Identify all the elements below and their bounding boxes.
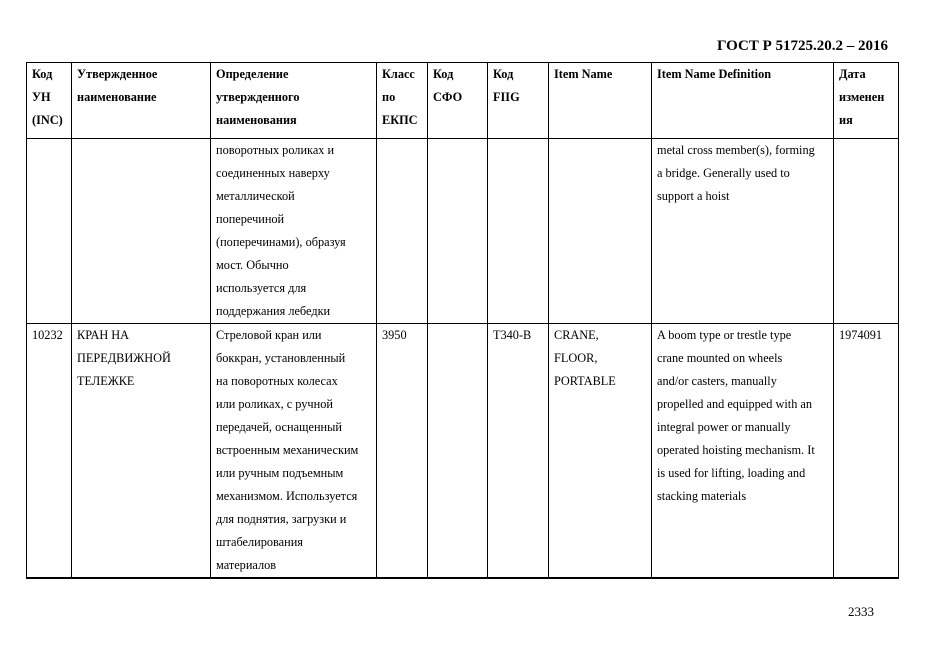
cell-definition-ru: Стреловой кран или боккран, установленный на поворотных колесах или роликах, с ручной передачей, оснащенный встроенным механическим или ручным подъемным механизмом. Используется для поднятия, загрузки и штабелирования материалов — [211, 324, 377, 579]
document-standard-header: ГОСТ Р 51725.20.2 – 2016 — [716, 38, 888, 54]
table-header-row — [27, 63, 899, 139]
header-approved-name: Утвержденное наименование — [72, 63, 211, 139]
header-inc-code: Код УН (INC) — [27, 63, 72, 139]
cell-fiig-code: T340-B — [488, 324, 549, 579]
cell-inc-code: 10232 — [27, 324, 72, 579]
cell-ekps-class — [377, 139, 428, 324]
cell-item-name: CRANE, FLOOR, PORTABLE — [549, 324, 652, 579]
cell-ekps-class: 3950 — [377, 324, 428, 579]
cell-approved-name — [72, 139, 211, 324]
cell-change-date: 1974091 — [834, 324, 899, 579]
cell-sfo-code — [428, 139, 488, 324]
cell-change-date — [834, 139, 899, 324]
cell-fiig-code — [488, 139, 549, 324]
cell-definition-ru: поворотных роликах и соединенных наверху металлической поперечиной (поперечинами), образуя мост. Обычно используется для поддержания лебедки — [211, 139, 377, 324]
header-change-date: Дата изменен ия — [834, 63, 899, 139]
cell-item-name-definition: metal cross member(s), forming a bridge. Generally used to support a hoist — [652, 139, 834, 324]
header-item-name-definition: Item Name Definition — [652, 63, 834, 139]
table-row-10232 — [27, 324, 899, 579]
cell-item-name — [549, 139, 652, 324]
cell-inc-code — [27, 139, 72, 324]
header-fiig-code: Код FIIG — [488, 63, 549, 139]
cell-item-name-definition: A boom type or trestle type crane mounted on wheels and/or casters, manually propelled and equipped with an integral power or manually operated hoisting mechanism. It is used for lifting, loading and stacking materials — [652, 324, 834, 579]
page-number: 2333 — [848, 604, 874, 619]
header-sfo-code: Код СФО — [428, 63, 488, 139]
cell-sfo-code — [428, 324, 488, 579]
table-row-continuation — [27, 139, 899, 324]
catalog-table — [26, 62, 899, 579]
header-ekps-class: Класс по ЕКПС — [377, 63, 428, 139]
header-item-name: Item Name — [549, 63, 652, 139]
header-definition-ru: Определение утвержденного наименования — [211, 63, 377, 139]
cell-approved-name: КРАН НА ПЕРЕДВИЖНОЙ ТЕЛЕЖКЕ — [72, 324, 211, 579]
